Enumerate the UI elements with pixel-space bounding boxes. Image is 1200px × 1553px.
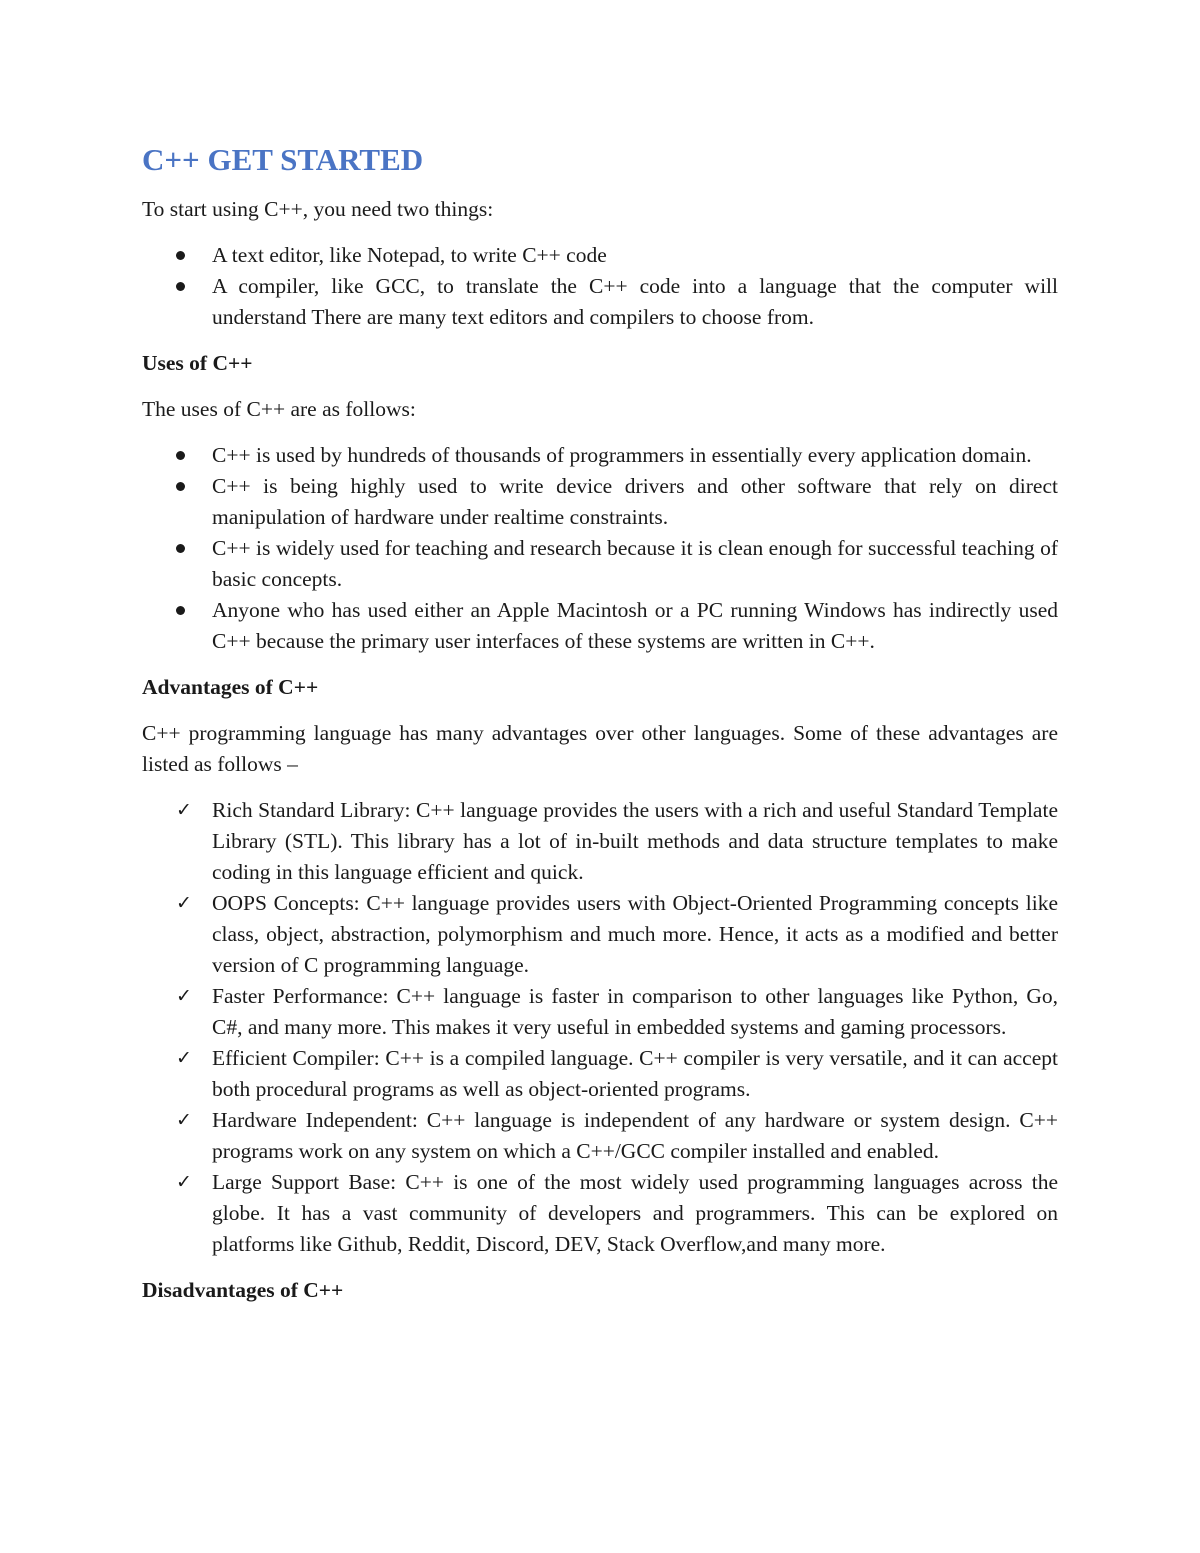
checkmark-icon: ✓ <box>176 892 192 914</box>
list-item-text: Hardware Independent: C++ language is independent of any hardware or system design. C++ programs work on any system on which a C++/GCC compiler installed and enabled. <box>212 1108 1058 1163</box>
advantages-list <box>142 795 1058 1260</box>
list-item <box>142 981 1058 1043</box>
uses-heading: Uses of C++ <box>142 351 253 375</box>
uses-list <box>142 440 1058 657</box>
list-item-text: Anyone who has used either an Apple Macintosh or a PC running Windows has indirectly used C++ because the primary user interfaces of these systems are written in C++. <box>212 598 1058 653</box>
list-item <box>142 795 1058 888</box>
checkmark-icon: ✓ <box>176 1047 192 1069</box>
bullet-icon <box>176 451 185 460</box>
document-page <box>142 140 1058 1321</box>
list-item <box>142 471 1058 533</box>
list-item <box>142 1105 1058 1167</box>
requirements-list <box>142 240 1058 333</box>
bullet-icon <box>176 282 185 291</box>
checkmark-icon: ✓ <box>176 799 192 821</box>
advantages-intro: C++ programming language has many advantages over other languages. Some of these advantages are listed as follows – <box>142 721 1058 776</box>
list-item <box>142 1043 1058 1105</box>
list-item <box>142 440 1058 471</box>
list-item <box>142 595 1058 657</box>
list-item <box>142 533 1058 595</box>
checkmark-icon: ✓ <box>176 1171 192 1193</box>
page-title: C++ GET STARTED <box>142 142 424 177</box>
bullet-icon <box>176 251 185 260</box>
list-item-text: Large Support Base: C++ is one of the most widely used programming languages across the globe. It has a vast community of developers and programmers. This can be explored on platforms like Github, Reddit, Discord, DEV, Stack Overflow,and many more. <box>212 1170 1058 1256</box>
bullet-icon <box>176 544 185 553</box>
list-item-text: A compiler, like GCC, to translate the C++ code into a language that the computer will understand There are many text editors and compilers to choose from. <box>212 274 1058 329</box>
list-item-text: A text editor, like Notepad, to write C++ code <box>212 243 607 267</box>
list-item-text: Efficient Compiler: C++ is a compiled language. C++ compiler is very versatile, and it can accept both procedural programs as well as object-oriented programs. <box>212 1046 1058 1101</box>
list-item-text: C++ is widely used for teaching and research because it is clean enough for successful teaching of basic concepts. <box>212 536 1058 591</box>
bullet-icon <box>176 482 185 491</box>
checkmark-icon: ✓ <box>176 985 192 1007</box>
list-item-text: Faster Performance: C++ language is faster in comparison to other languages like Python, Go, C#, and many more. This makes it very useful in embedded systems and gaming processors. <box>212 984 1058 1039</box>
list-item <box>142 240 1058 271</box>
intro-paragraph: To start using C++, you need two things: <box>142 197 494 221</box>
list-item-text: C++ is used by hundreds of thousands of programmers in essentially every application domain. <box>212 443 1032 467</box>
advantages-heading: Advantages of C++ <box>142 675 319 699</box>
list-item <box>142 1167 1058 1260</box>
disadvantages-heading: Disadvantages of C++ <box>142 1278 344 1302</box>
checkmark-icon: ✓ <box>176 1109 192 1131</box>
list-item-text: C++ is being highly used to write device drivers and other software that rely on direct manipulation of hardware under realtime constraints. <box>212 474 1058 529</box>
bullet-icon <box>176 606 185 615</box>
list-item-text: OOPS Concepts: C++ language provides users with Object-Oriented Programming concepts like class, object, abstraction, polymorphism and much more. Hence, it acts as a modified and better version of C programming language. <box>212 891 1058 977</box>
uses-intro: The uses of C++ are as follows: <box>142 397 416 421</box>
list-item-text: Rich Standard Library: C++ language provides the users with a rich and useful Standard Template Library (STL). This library has a lot of in-built methods and data structure templates to make coding in this language efficient and quick. <box>212 798 1058 884</box>
list-item <box>142 888 1058 981</box>
list-item <box>142 271 1058 333</box>
